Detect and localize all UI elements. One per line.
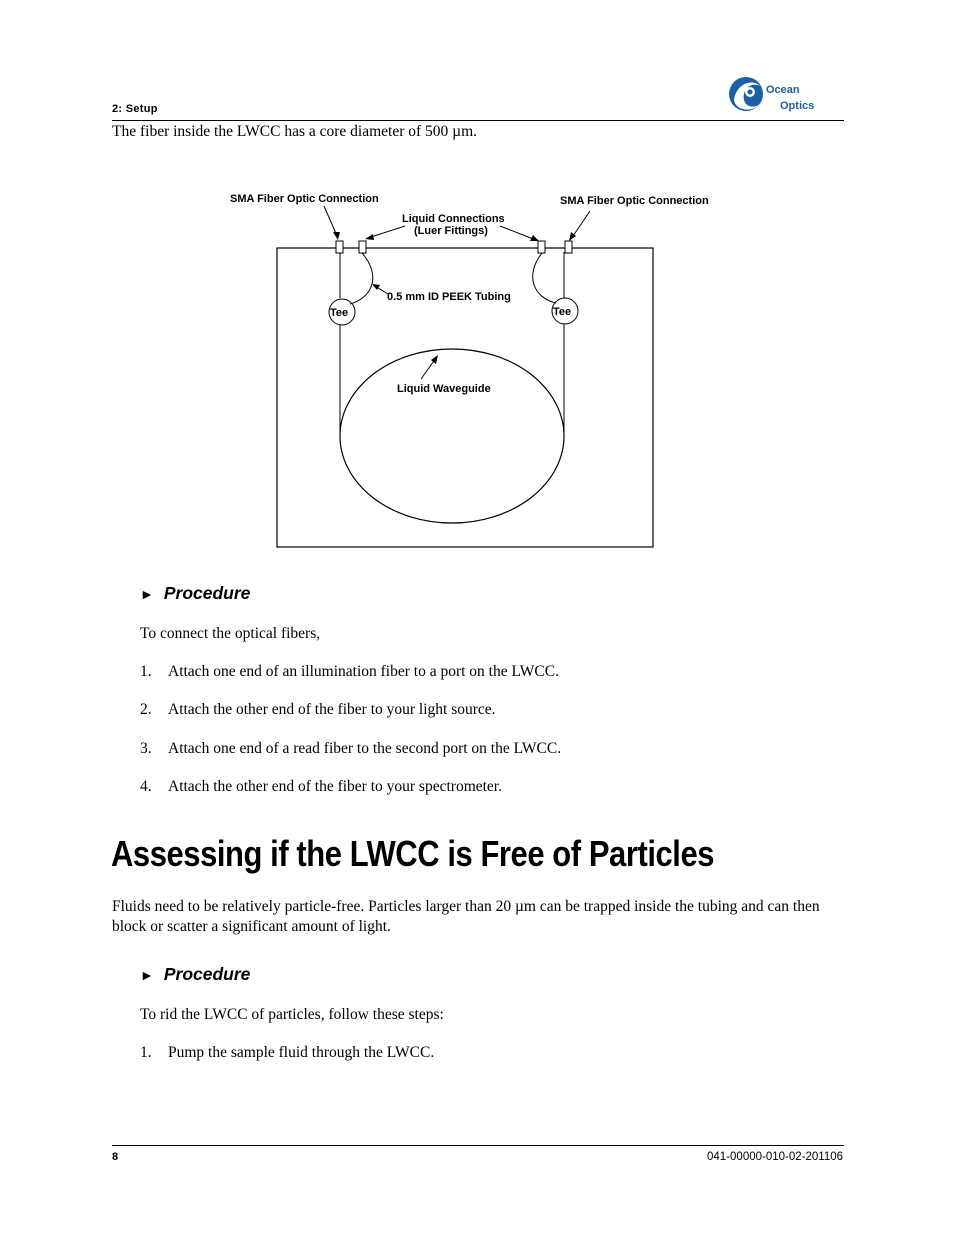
step-number: 3. <box>140 740 152 757</box>
list-item <box>140 1043 434 1063</box>
procedure-title: Procedure <box>163 964 251 984</box>
ocean-optics-logo <box>726 70 846 116</box>
procedure-lead-1: To connect the optical fibers, <box>140 625 321 642</box>
label-sma-left: SMA Fiber Optic Connection <box>230 193 379 205</box>
step-text: Pump the sample fluid through the LWCC. <box>168 1044 435 1061</box>
document-number: 041-00000-010-02-201106 <box>707 1151 843 1163</box>
intro-text: The fiber inside the LWCC has a core diameter of 500 µm. <box>112 123 478 140</box>
arrow-luer-left <box>368 226 405 238</box>
page-number: 8 <box>112 1151 119 1163</box>
section-heading: Assessing if the LWCC is Free of Particles <box>111 833 715 874</box>
triangle-right-icon: ► <box>140 586 154 602</box>
tubing-right <box>533 253 556 303</box>
step-text: Attach the other end of the fiber to your spectrometer. <box>168 778 502 795</box>
step-text: Attach one end of an illumination fiber to a port on the LWCC. <box>168 663 559 680</box>
lwcc-diagram <box>222 186 742 556</box>
procedure-title: Procedure <box>163 583 251 603</box>
sma-connector-left <box>336 241 343 253</box>
procedure-lead-2: To rid the LWCC of particles, follow these steps: <box>140 1006 444 1023</box>
triangle-right-icon: ► <box>140 967 154 983</box>
label-waveguide: Liquid Waveguide <box>397 383 491 395</box>
label-sma-right: SMA Fiber Optic Connection <box>560 195 709 207</box>
procedure-heading-2 <box>140 964 250 985</box>
wave-icon <box>729 77 763 111</box>
tee-right-label: Tee <box>553 306 572 318</box>
list-item <box>140 739 561 759</box>
section-label: 2: Setup <box>112 103 158 115</box>
label-tubing: 0.5 mm ID PEEK Tubing <box>387 291 511 303</box>
step-number: 4. <box>140 778 152 795</box>
tee-left-label: Tee <box>330 307 349 319</box>
luer-fitting-right <box>538 241 545 253</box>
label-luer-fittings: (Luer Fittings) <box>414 225 488 237</box>
step-text: Attach one end of a read fiber to the second port on the LWCC. <box>168 740 562 757</box>
logo-word-2: Optics <box>780 100 815 112</box>
procedure-heading-1 <box>140 583 250 604</box>
sma-connector-right <box>565 241 572 253</box>
header-rule <box>112 120 844 121</box>
footer-rule <box>112 1145 844 1146</box>
luer-fitting-left <box>359 241 366 253</box>
section-paragraph: Fluids need to be relatively particle-free. Particles larger than 20 µm can be trapped inside the tubing and can then block or scatter a significant amount of light. <box>112 898 820 935</box>
arrow-luer-right <box>500 226 536 240</box>
step-number: 1. <box>140 663 152 680</box>
label-liquid-connections: Liquid Connections <box>402 213 505 225</box>
list-item <box>140 662 559 682</box>
step-number: 1. <box>140 1044 152 1061</box>
step-number: 2. <box>140 701 152 718</box>
step-text: Attach the other end of the fiber to your light source. <box>168 701 496 718</box>
list-item <box>140 777 502 797</box>
liquid-waveguide <box>340 349 564 523</box>
logo-word-1: Ocean <box>766 84 800 96</box>
tubing-left <box>350 253 373 304</box>
list-item <box>140 700 496 720</box>
